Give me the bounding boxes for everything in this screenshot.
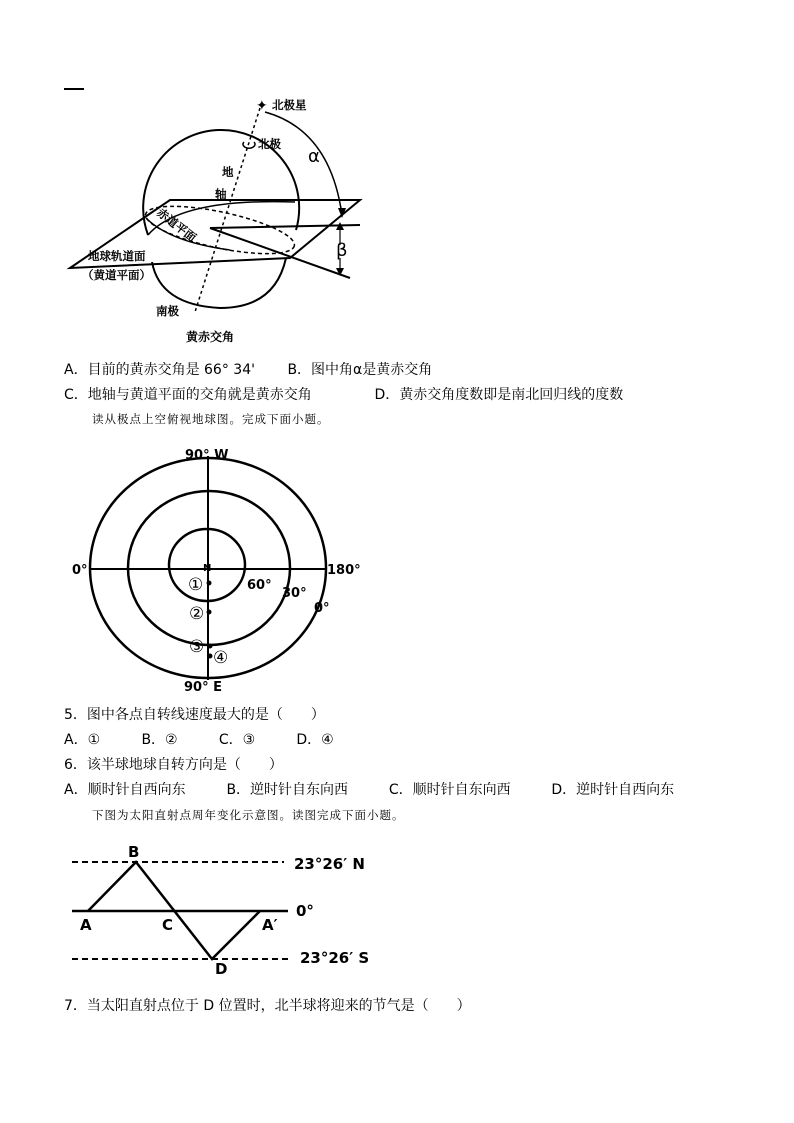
q5-option-d[interactable]: D．④ [296, 732, 334, 748]
label-60: 60° [247, 578, 272, 593]
label-0-lat: 0° [314, 601, 330, 616]
ecliptic-plane-label: （黄道平面） [82, 268, 151, 282]
q5-option-c[interactable]: C．③ [218, 732, 256, 748]
q4-option-c[interactable]: C．地轴与黄道平面的交角就是黄赤交角 [64, 387, 312, 403]
point-1-label: ① [188, 575, 204, 595]
q5-stem: 5．图中各点自转线速度最大的是（ ） [64, 707, 325, 723]
q4-option-a[interactable]: A．目前的黄赤交角是 66° 34' [64, 362, 255, 378]
polar-view-figure [60, 440, 370, 695]
label-north-pole: N [203, 563, 212, 574]
orbit-plane-label: 地球轨道面 [88, 249, 146, 263]
q4-option-d[interactable]: D．黄赤交角度数即是南北回归线的度数 [374, 387, 624, 403]
axis-label-1: 地 [222, 165, 234, 179]
label-90e: 90° E [184, 680, 222, 695]
intro-subsolar: 下图为太阳直射点周年变化示意图。读图完成下面小题。 [92, 808, 405, 822]
q7-stem: 7．当太阳直射点位于 D 位置时，北半球将迎来的节气是（ ） [64, 998, 471, 1014]
alpha-label: α [308, 146, 320, 167]
q5-option-a[interactable]: A．① [64, 732, 101, 748]
q5-options [64, 731, 334, 749]
north-pole-label: 北极 [258, 137, 281, 151]
point-2-label: ② [189, 604, 205, 624]
subsolar-figure [66, 838, 396, 978]
q4-option-b[interactable]: B．图中角α是黄赤交角 [287, 362, 433, 378]
label-0-left: 0° [72, 563, 88, 578]
axis-label-2: 轴 [215, 187, 227, 201]
q4-options-row1 [64, 361, 432, 379]
north-star-label: 北极星 [272, 98, 307, 112]
label-180: 180° [327, 563, 361, 578]
south-pole-label: 南极 [156, 304, 179, 318]
point-a-prime-label: A′ [262, 916, 278, 934]
label-30: 30° [282, 586, 307, 601]
north-star-icon: ✦ [256, 98, 268, 114]
beta-label: β [336, 240, 348, 261]
q6-options [64, 781, 674, 799]
q6-option-d[interactable]: D．逆时针自西向东 [551, 782, 675, 798]
q4-options-row2 [64, 386, 623, 404]
point-3-label: ③ [189, 637, 205, 657]
intro-polar-view: 读从极点上空俯视地球图。完成下面小题。 [92, 412, 330, 426]
equator-label: 0° [296, 902, 314, 920]
equator-plane-label: 赤道平面 [154, 205, 200, 245]
point-d-label: D [215, 960, 228, 978]
obliquity-figure [60, 90, 370, 350]
point-b-label: B [128, 843, 140, 861]
q6-option-a[interactable]: A．顺时针自西向东 [64, 782, 186, 798]
tropic-south-label: 23°26′ S [300, 949, 370, 967]
label-90w: 90° W [185, 448, 229, 463]
point-a-label: A [80, 916, 92, 934]
point-c-label: C [162, 916, 174, 934]
q6-option-c[interactable]: C．顺时针自东向西 [388, 782, 511, 798]
q6-stem: 6．该半球地球自转方向是（ ） [64, 757, 283, 773]
figure1-caption: 黄赤交角 [186, 330, 235, 344]
q5-option-b[interactable]: B．② [141, 732, 178, 748]
tropic-north-label: 23°26′ N [294, 855, 365, 873]
point-4-label: ④ [213, 648, 229, 668]
q6-option-b[interactable]: B．逆时针自东向西 [226, 782, 349, 798]
